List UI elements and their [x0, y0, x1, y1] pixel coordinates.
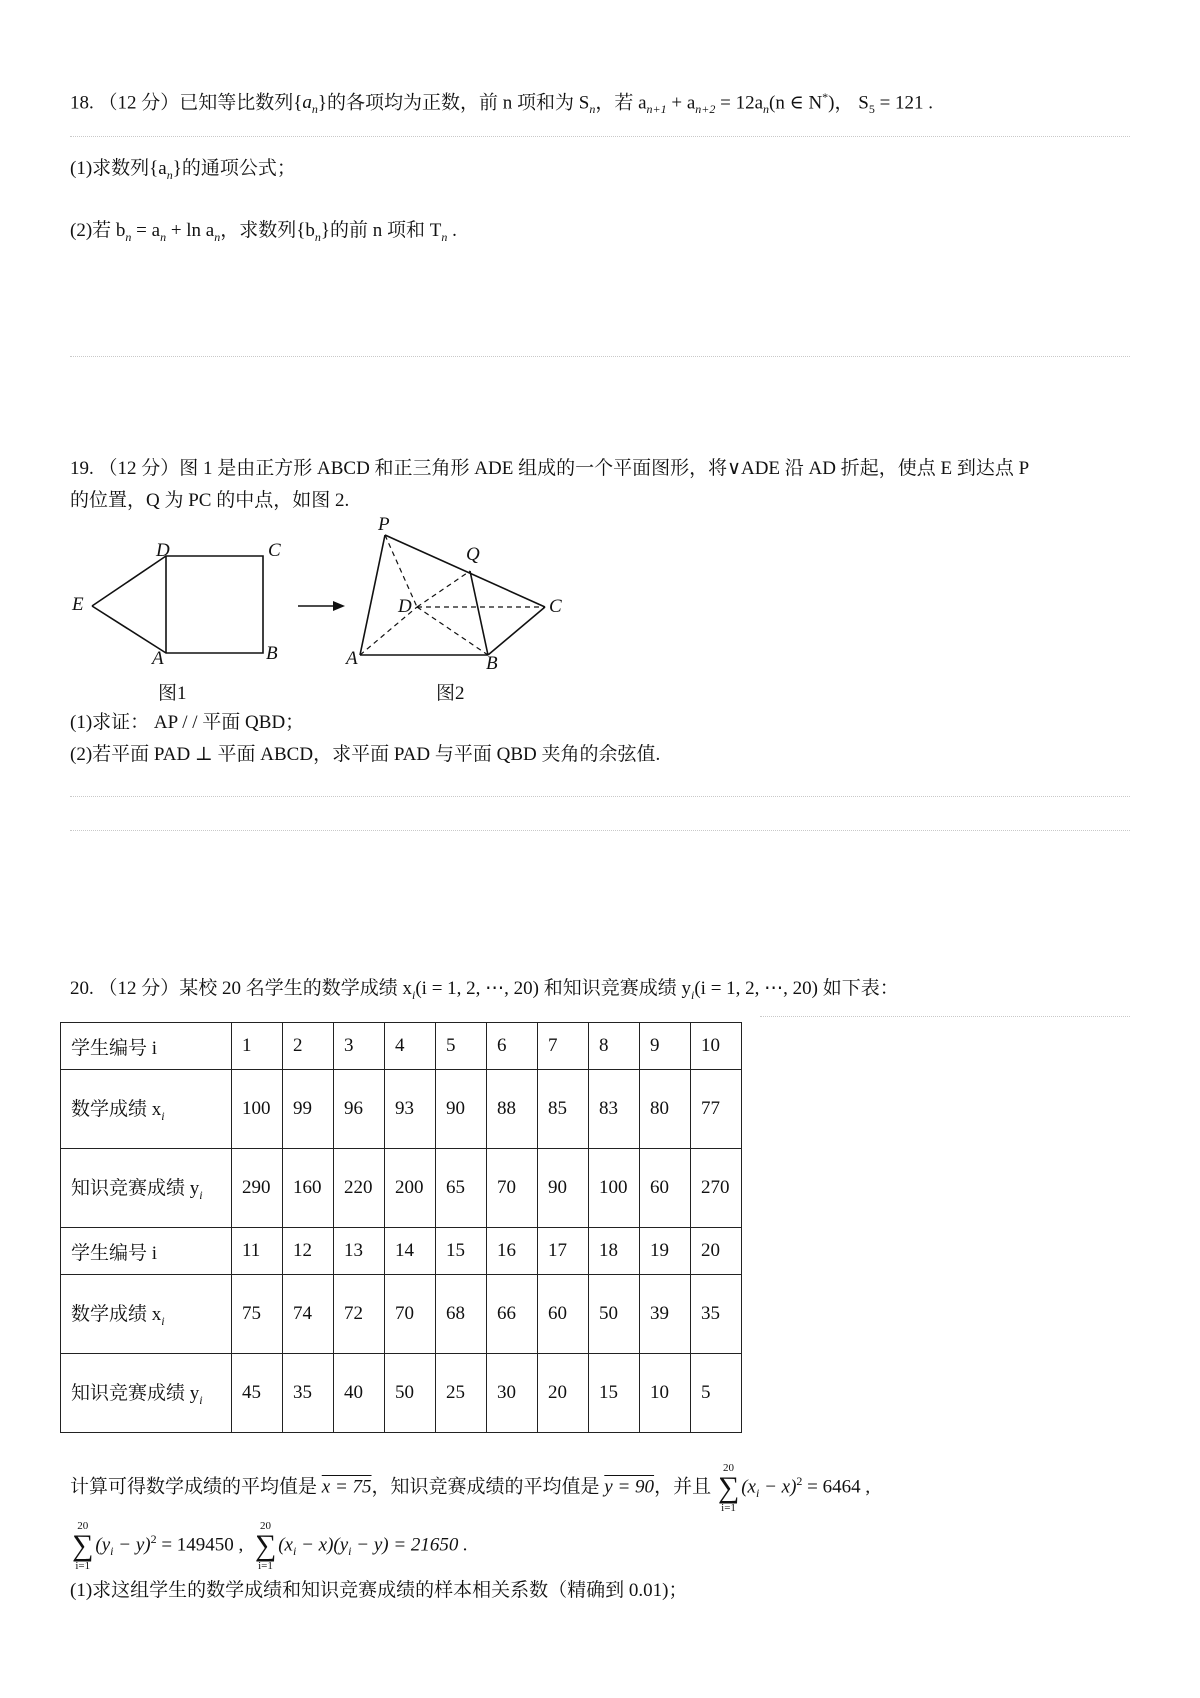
cell: 60 [538, 1275, 589, 1354]
cell: 90 [538, 1149, 589, 1228]
fig1-label-D: D [156, 540, 170, 561]
sum-symbol: 20 ∑ i=1 [254, 1519, 277, 1572]
cell: 35 [691, 1275, 742, 1354]
answer-line [70, 356, 1130, 357]
cell: 60 [640, 1149, 691, 1228]
table-row [61, 1149, 742, 1228]
cell: 30 [487, 1354, 538, 1433]
fig2-label-Q: Q [466, 544, 480, 565]
cell: 2 [283, 1023, 334, 1070]
cell: 4 [385, 1023, 436, 1070]
q20-statement: 20. （12 分）某校 20 名学生的数学成绩 $x_i(i = 1$, 2, ⋯, 20) 和知识竞赛成绩 $y_i(i = 1$, 2, ⋯, 20) 如下表： [70, 978, 899, 1002]
cell: 70 [385, 1275, 436, 1354]
fig2-caption: 图2 [436, 683, 465, 704]
row-label-math: 数学成绩 $x_i$ [61, 1070, 232, 1149]
q19-part1: (1)求证： AP / / 平面 QBD； [70, 712, 305, 733]
q19-statement-line2: 的位置，Q 为 PC 的中点，如图 2. [70, 490, 350, 511]
figure-2 [360, 535, 545, 655]
answer-line [760, 1016, 1130, 1017]
cell: 200 [385, 1149, 436, 1228]
cell: 40 [334, 1354, 385, 1433]
cell: 15 [436, 1228, 487, 1275]
cell: 80 [640, 1070, 691, 1149]
table-row [61, 1275, 742, 1354]
row-label-math: 数学成绩 $x_i$ [61, 1275, 232, 1354]
table-row [61, 1070, 742, 1149]
answer-line [70, 796, 1130, 797]
cell: 9 [640, 1023, 691, 1070]
cell: 88 [487, 1070, 538, 1149]
cell: 7 [538, 1023, 589, 1070]
cell: 39 [640, 1275, 691, 1354]
q20-calc-line1: 计算可得数学成绩的平均值是 x = 75，知识竞赛成绩的平均值是 y = 90，并且 20 ∑ i=1 $(x_i - x)^2 = 6464$ , [70, 1461, 871, 1514]
fig1-outline [92, 556, 263, 653]
cell: 90 [436, 1070, 487, 1149]
cell: 17 [538, 1228, 589, 1275]
cell: 96 [334, 1070, 385, 1149]
cell: 50 [385, 1354, 436, 1433]
fig1-label-B: B [266, 643, 278, 664]
cell: 66 [487, 1275, 538, 1354]
cell: 19 [640, 1228, 691, 1275]
cell: 15 [589, 1354, 640, 1433]
cell: 65 [436, 1149, 487, 1228]
cell: 77 [691, 1070, 742, 1149]
arrow [298, 601, 345, 611]
row-label-id: 学生编号 i [61, 1023, 232, 1070]
q18-statement: 18. （12 分）已知等比数列$\{a_n\}$的各项均为正数，前 n 项和为 $S_n$，若 $a_{n+1} + a_{n+2} = 12a_n(n$ ∈ N*)， $S_5 = 121$ . [70, 90, 934, 117]
fig2-label-A: A [346, 648, 358, 669]
table-row [61, 1354, 742, 1433]
cell: 100 [589, 1149, 640, 1228]
cell: 5 [691, 1354, 742, 1433]
fig2-label-C: C [549, 596, 562, 617]
cell: 6 [487, 1023, 538, 1070]
cell: 16 [487, 1228, 538, 1275]
cell: 14 [385, 1228, 436, 1275]
cell: 93 [385, 1070, 436, 1149]
cell: 50 [589, 1275, 640, 1354]
cell: 20 [538, 1354, 589, 1433]
sum-symbol: 20 ∑ i=1 [717, 1461, 740, 1514]
score-table [60, 1022, 742, 1433]
cell: 270 [691, 1149, 742, 1228]
q18-part1: (1)求数列$\{a_n\}$的通项公式； [70, 158, 296, 182]
q20-calc-line2: 20 ∑ i=1 $(y_i - y)^2 = 149450$ , 20 ∑ i=1 $(x_i - x)(y_i - y) = 21650$ . [72, 1519, 468, 1572]
cell: 220 [334, 1149, 385, 1228]
cell: 10 [640, 1354, 691, 1433]
answer-line [70, 136, 1130, 137]
cell: 1 [232, 1023, 283, 1070]
cell: 75 [232, 1275, 283, 1354]
sum-symbol: 20 ∑ i=1 [72, 1519, 94, 1572]
q20-part1: (1)求这组学生的数学成绩和知识竞赛成绩的样本相关系数（精确到 0.01)； [70, 1580, 688, 1601]
q19-statement-line1: 19. （12 分）图 1 是由正方形 ABCD 和正三角形 ADE 组成的一个平面图形，将∨ADE 沿 AD 折起，使点 E 到达点 P [70, 458, 1030, 479]
cell: 68 [436, 1275, 487, 1354]
answer-line [70, 830, 1130, 831]
cell: 72 [334, 1275, 385, 1354]
fig1-label-E: E [72, 594, 84, 615]
cell: 100 [232, 1070, 283, 1149]
cell: 45 [232, 1354, 283, 1433]
cell: 3 [334, 1023, 385, 1070]
figure-1 [92, 556, 263, 653]
q19-figures [0, 510, 620, 710]
cell: 160 [283, 1149, 334, 1228]
fig1-label-A: A [152, 648, 164, 669]
table-row [61, 1228, 742, 1275]
q19-part2: (2)若平面 PAD ⊥ 平面 ABCD，求平面 PAD 与平面 QBD 夹角的余弦值. [70, 744, 661, 765]
cell: 74 [283, 1275, 334, 1354]
cell: 18 [589, 1228, 640, 1275]
cell: 13 [334, 1228, 385, 1275]
cell: 12 [283, 1228, 334, 1275]
cell: 5 [436, 1023, 487, 1070]
cell: 83 [589, 1070, 640, 1149]
cell: 35 [283, 1354, 334, 1433]
row-label-quiz: 知识竞赛成绩 $y_i$ [61, 1354, 232, 1433]
table-row [61, 1023, 742, 1070]
cell: 20 [691, 1228, 742, 1275]
fig2-label-D: D [398, 596, 412, 617]
row-label-id: 学生编号 i [61, 1228, 232, 1275]
cell: 99 [283, 1070, 334, 1149]
cell: 10 [691, 1023, 742, 1070]
fig1-label-C: C [268, 540, 281, 561]
cell: 85 [538, 1070, 589, 1149]
cell: 290 [232, 1149, 283, 1228]
fig2-label-B: B [486, 653, 498, 674]
row-label-quiz: 知识竞赛成绩 $y_i$ [61, 1149, 232, 1228]
fig2-label-P: P [378, 514, 390, 535]
cell: 70 [487, 1149, 538, 1228]
cell: 25 [436, 1354, 487, 1433]
fig1-caption: 图1 [158, 683, 187, 704]
q18-part2: (2)若 $b_n = a_n + \ln a_n$，求数列$\{b_n\}$的前 n 项和 $T_n$ . [70, 220, 457, 244]
cell: 8 [589, 1023, 640, 1070]
cell: 11 [232, 1228, 283, 1275]
